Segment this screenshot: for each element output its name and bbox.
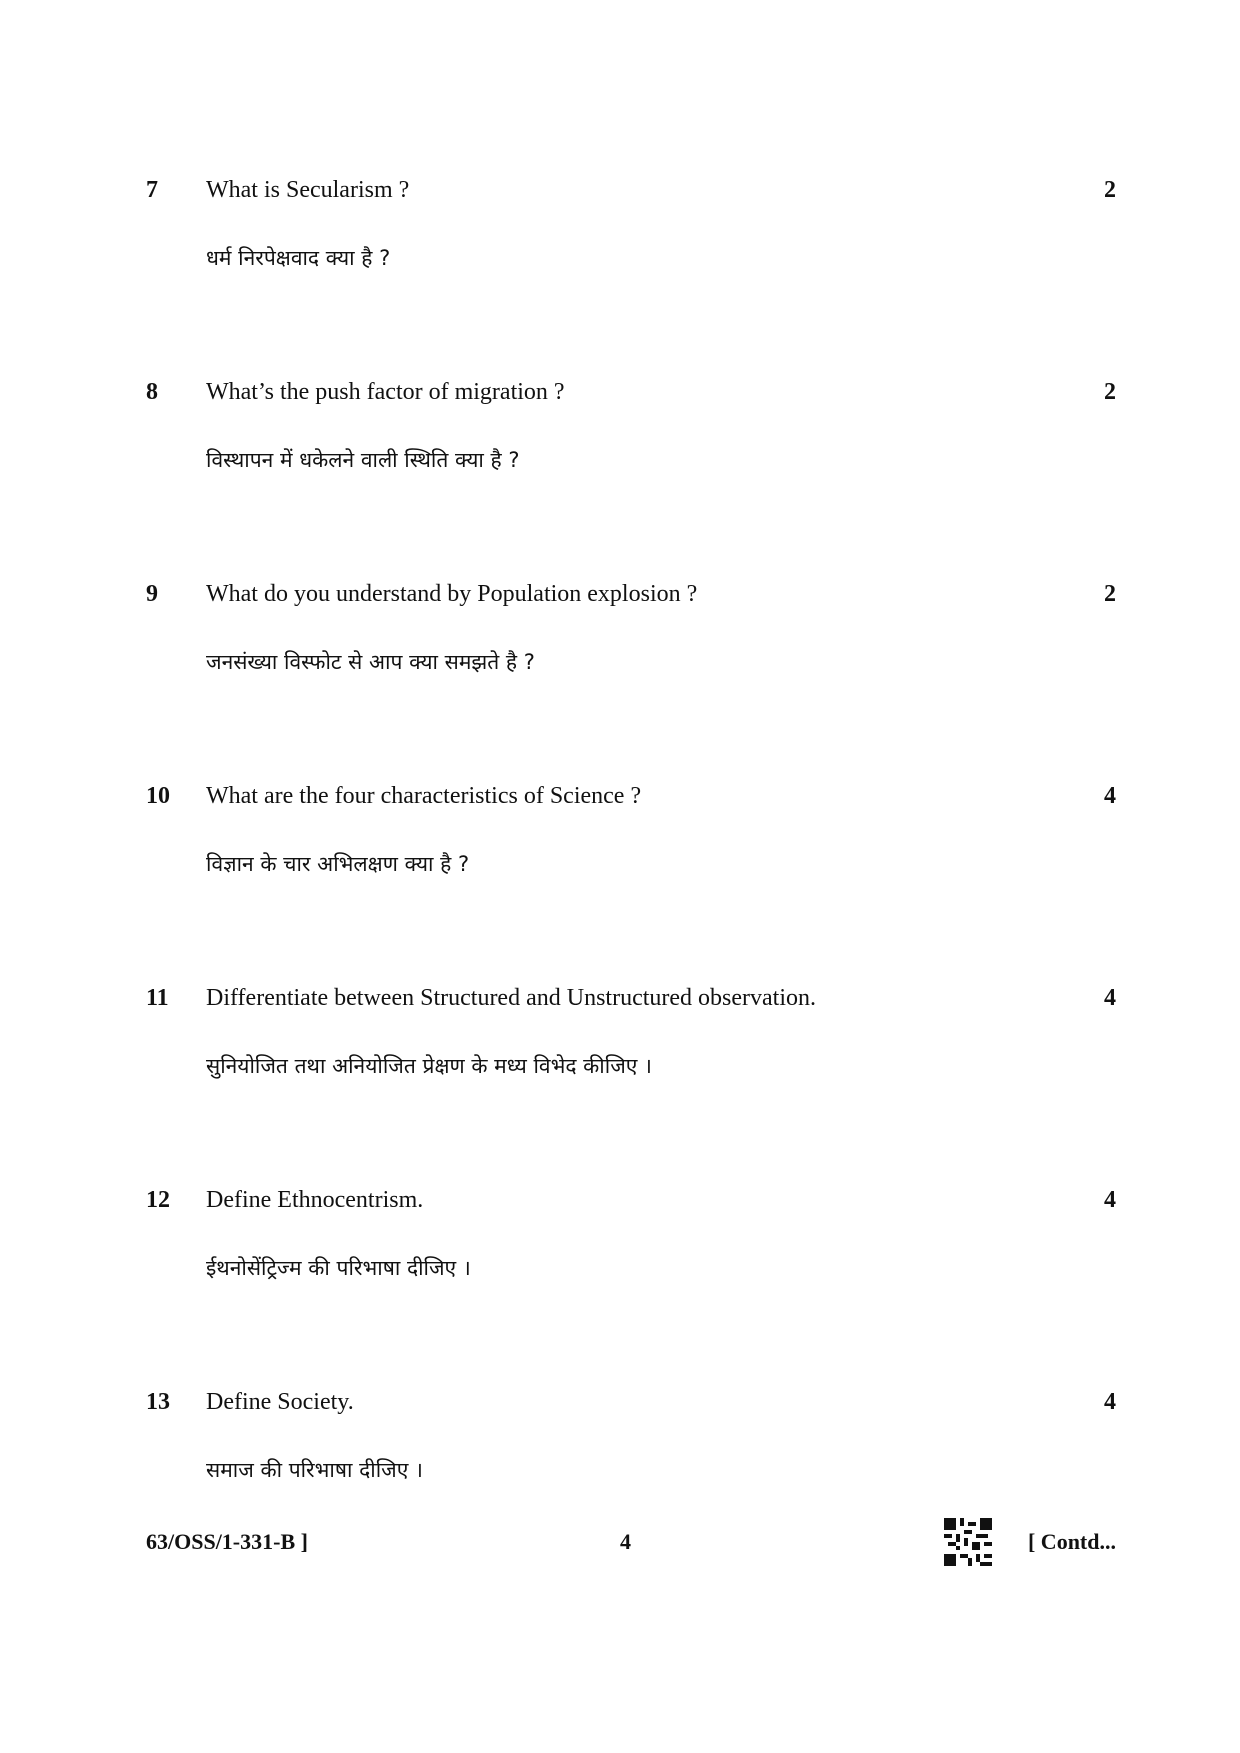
question-text-english: Define Society. — [206, 1389, 354, 1415]
page-footer — [0, 1528, 1240, 1568]
question-10 — [0, 782, 1240, 922]
question-number: 7 — [146, 177, 158, 203]
question-13 — [0, 1388, 1240, 1528]
question-text-english: What do you understand by Population explosion ? — [206, 581, 698, 607]
question-text-hindi: समाज की परिभाषा दीजिए । — [206, 1458, 423, 1482]
continued-label: [ Contd... — [1027, 1529, 1116, 1554]
question-number: 10 — [146, 783, 170, 809]
qr-code-icon — [944, 1518, 992, 1566]
question-text-english: Differentiate between Structured and Unstructured observation. — [206, 985, 817, 1011]
question-marks: 2 — [1104, 379, 1116, 405]
question-text-english: What are the four characteristics of Science ? — [206, 783, 642, 809]
question-8 — [0, 378, 1240, 518]
question-marks: 4 — [1104, 1187, 1116, 1213]
question-marks: 4 — [1104, 1389, 1116, 1415]
question-text-hindi: धर्म निरपेक्षवाद क्या है ? — [206, 246, 391, 270]
question-text-hindi: जनसंख्या विस्फोट से आप क्या समझते है ? — [206, 650, 535, 674]
paper-code: 63/OSS/1-331-B ] — [146, 1529, 308, 1554]
question-12 — [0, 1186, 1240, 1326]
question-text-hindi: सुनियोजित तथा अनियोजित प्रेक्षण के मध्य विभेद कीजिए । — [206, 1054, 653, 1078]
question-marks: 4 — [1104, 985, 1116, 1011]
question-marks: 2 — [1104, 177, 1116, 203]
question-text-hindi: विज्ञान के चार अभिलक्षण क्या है ? — [206, 852, 470, 876]
question-9 — [0, 580, 1240, 720]
question-text-english: Define Ethnocentrism. — [206, 1187, 424, 1213]
question-text-hindi: विस्थापन में धकेलने वाली स्थिति क्या है ? — [206, 448, 520, 472]
question-number: 8 — [146, 379, 158, 405]
question-text-hindi: ईथनोसेंट्रिज्म की परिभाषा दीजिए । — [206, 1256, 471, 1280]
question-number: 12 — [146, 1187, 170, 1213]
question-marks: 2 — [1104, 581, 1116, 607]
question-number: 9 — [146, 581, 158, 607]
question-7 — [0, 176, 1240, 316]
question-text-english: What is Secularism ? — [206, 177, 410, 203]
question-11 — [0, 984, 1240, 1124]
question-number: 11 — [146, 985, 169, 1011]
question-marks: 4 — [1104, 783, 1116, 809]
question-number: 13 — [146, 1389, 170, 1415]
question-text-english: What’s the push factor of migration ? — [206, 379, 565, 405]
page-number: 4 — [620, 1529, 631, 1554]
